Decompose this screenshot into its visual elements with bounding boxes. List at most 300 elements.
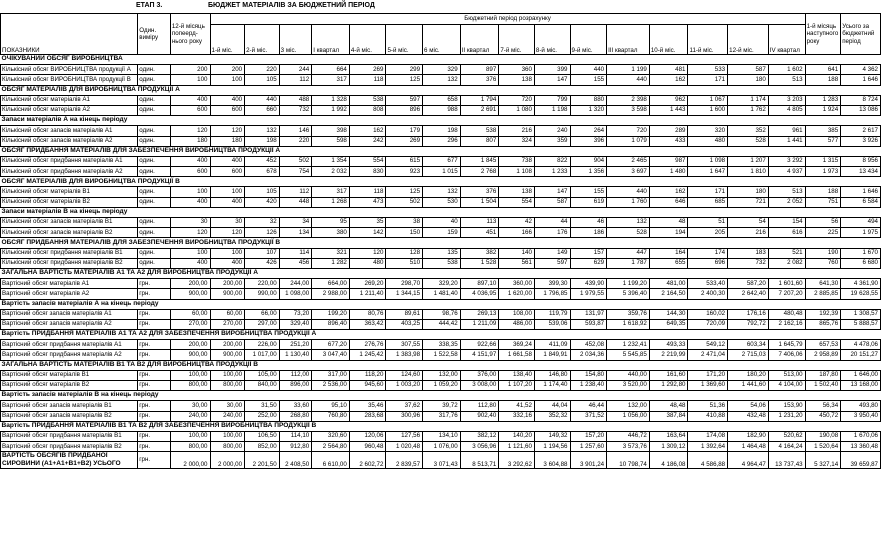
header-period-col: 8-й міс. <box>534 25 570 55</box>
row-unit: один. <box>138 167 171 177</box>
cell-value: 38 <box>386 218 423 228</box>
cell-value: 538 <box>349 95 386 105</box>
table-row <box>1 340 881 350</box>
cell-value: 2 400,30 <box>688 289 728 299</box>
cell-value: 100 <box>170 75 210 85</box>
cell-value: 2 164,50 <box>649 289 688 299</box>
cell-value: 100,00 <box>170 370 210 380</box>
cell-value: 446,72 <box>607 431 650 441</box>
cell-value: 904 <box>570 156 607 166</box>
cell-value: 360,00 <box>499 279 535 289</box>
cell-value: 138 <box>499 75 535 85</box>
header-period-col: 3 міс. <box>279 25 312 55</box>
cell-value: 1 107,20 <box>499 381 535 391</box>
cell-value: 125 <box>386 187 423 197</box>
section-title: Вартість запасів матеріалів В на кінець періоду <box>1 391 881 401</box>
cell-value: 440,00 <box>607 370 650 380</box>
cell-value: 270,00 <box>210 319 245 329</box>
row-unit: один. <box>138 258 171 268</box>
cell-value: 2 988,00 <box>312 289 350 299</box>
cell-value: 10 798,74 <box>607 452 650 469</box>
table-row <box>1 228 881 238</box>
cell-value: 1 794 <box>460 95 499 105</box>
cell-value: 107 <box>245 248 280 258</box>
cell-value: 1 645,79 <box>768 340 805 350</box>
cell-value: 738 <box>499 156 535 166</box>
cell-value: 138,40 <box>499 370 535 380</box>
cell-value: 1 369,60 <box>688 381 728 391</box>
cell-value: 205 <box>688 228 728 238</box>
table-row <box>1 197 881 207</box>
section-title: Запаси матеріалів В на кінець періоду <box>1 207 881 217</box>
header-next-month: 1-й місяць наступного року <box>805 14 841 55</box>
cell-value: 597 <box>534 258 570 268</box>
cell-value: 2 536,00 <box>312 381 350 391</box>
table-row <box>1 411 881 421</box>
header-period-col: 12-й міс. <box>728 25 769 55</box>
table-row <box>1 401 881 411</box>
cell-value: 44 <box>534 218 570 228</box>
cell-value: 4 586,88 <box>688 452 728 469</box>
row-unit: один. <box>138 218 171 228</box>
cell-value: 180 <box>728 75 769 85</box>
cell-value: 119,79 <box>534 309 570 319</box>
row-unit: грн. <box>138 309 171 319</box>
cell-value: 149,32 <box>534 431 570 441</box>
cell-value: 619 <box>570 197 607 207</box>
total-label-line2: СИРОВИНИ (А1+А1+В1+В2) УСЬОГО <box>2 460 121 468</box>
stage-label: ЕТАП 3. <box>136 2 163 9</box>
cell-value: 533 <box>688 65 728 75</box>
section-header-row <box>1 146 881 156</box>
row-unit: один. <box>138 126 171 136</box>
cell-value: 297,00 <box>245 319 280 329</box>
cell-value: 131,97 <box>570 309 607 319</box>
cell-value: 880 <box>570 95 607 105</box>
cell-value: 100,00 <box>170 431 210 441</box>
cell-value: 400 <box>210 95 245 105</box>
section-title: ЗАГАЛЬНА ВАРТІСТЬ МАТЕРІАЛІВ А1 ТА А2 ДЛЯ ВИРОБНИЦТВА ПРОДУКЦІЇ А <box>1 268 881 278</box>
cell-value: 134,10 <box>423 431 461 441</box>
cell-value: 1 787 <box>607 258 650 268</box>
cell-value: 155 <box>570 187 607 197</box>
cell-value: 176,16 <box>728 309 769 319</box>
cell-value: 220 <box>279 136 312 146</box>
cell-value: 493,80 <box>841 401 881 411</box>
cell-value: 4 036,95 <box>460 289 499 299</box>
section-header-row <box>1 116 881 126</box>
cell-value: 135 <box>423 248 461 258</box>
cell-value: 180 <box>170 136 210 146</box>
cell-value: 1 464,48 <box>728 442 769 452</box>
cell-value: 51,36 <box>688 401 728 411</box>
cell-value: 439,90 <box>570 279 607 289</box>
table-row <box>1 136 881 146</box>
cell-value: 329,20 <box>423 279 461 289</box>
cell-value: 649,35 <box>649 319 688 329</box>
cell-value: 183 <box>728 248 769 258</box>
cell-value: 329,40 <box>279 319 312 329</box>
row-label: Вартісний обсяг матеріалів А1 <box>1 279 138 289</box>
cell-value: 400 <box>210 258 245 268</box>
cell-value: 1 504 <box>460 197 499 207</box>
cell-value: 1 810 <box>728 167 769 177</box>
cell-value: 2 000,00 <box>170 452 210 469</box>
cell-value: 8 724 <box>841 95 881 105</box>
cell-value: 382,12 <box>460 431 499 441</box>
cell-value: 120 <box>170 228 210 238</box>
cell-value: 180,20 <box>728 370 769 380</box>
cell-value: 30 <box>170 218 210 228</box>
cell-value: 3 697 <box>607 167 650 177</box>
cell-value: 307,55 <box>386 340 423 350</box>
cell-value: 171 <box>688 75 728 85</box>
cell-value: 945,60 <box>349 381 386 391</box>
section-header-row <box>1 330 881 340</box>
table-row <box>1 95 881 105</box>
cell-value: 900,00 <box>170 289 210 299</box>
cell-value: 120,06 <box>349 431 386 441</box>
cell-value: 114 <box>279 248 312 258</box>
cell-value: 100 <box>210 248 245 258</box>
cell-value: 897,10 <box>460 279 499 289</box>
cell-value: 105 <box>245 187 280 197</box>
cell-value: 226,00 <box>245 340 280 350</box>
header-unit: Один. виміру <box>138 14 171 55</box>
cell-value: 32 <box>245 218 280 228</box>
cell-value: 174 <box>688 248 728 258</box>
total-label-line1: ВАРТІСТЬ ОБСЯГІВ ПРИДБАНОЇ <box>2 452 108 460</box>
header-indicators: ПОКАЗНИКИ <box>1 14 138 55</box>
cell-value: 100 <box>210 187 245 197</box>
cell-value: 900,00 <box>210 289 245 299</box>
section-title: ОБСЯГ ПРИДБАННЯ МАТЕРІАЛІВ ДЛЯ ЗАБЕЗПЕЧЕННЯ ВИРОБНИЦТВА ПРОДУКЦІЇ А <box>1 146 881 156</box>
row-unit: грн. <box>138 452 171 469</box>
cell-value: 113 <box>460 218 499 228</box>
cell-value: 1 620,00 <box>499 289 535 299</box>
cell-value: 2 465 <box>607 156 650 166</box>
cell-value: 481 <box>649 65 688 75</box>
cell-value: 760,80 <box>312 411 350 421</box>
cell-value: 1 480 <box>649 167 688 177</box>
cell-value: 4 361,90 <box>841 279 881 289</box>
cell-value: 3 950,40 <box>841 411 881 421</box>
cell-value: 19 628,55 <box>841 289 881 299</box>
row-unit: один. <box>138 105 171 115</box>
cell-value: 4 937 <box>768 167 805 177</box>
cell-value: 2 082 <box>768 258 805 268</box>
cell-value: 199,20 <box>312 309 350 319</box>
cell-value: 317,00 <box>312 370 350 380</box>
cell-value: 2 034,36 <box>570 350 607 360</box>
cell-value: 1 231,20 <box>768 411 805 421</box>
cell-value: 31,50 <box>245 401 280 411</box>
cell-value: 200,00 <box>210 279 245 289</box>
cell-value: 100,00 <box>210 431 245 441</box>
cell-value: 2 032 <box>312 167 350 177</box>
cell-value: 896,00 <box>279 381 312 391</box>
cell-value: 140,20 <box>499 431 535 441</box>
row-label: Кількісний обсяг ВИРОБНИЦТВА продукції А <box>1 65 138 75</box>
cell-value: 41,52 <box>499 401 535 411</box>
cell-value: 216 <box>728 228 769 238</box>
table-row <box>1 258 881 268</box>
cell-value: 2 617 <box>841 126 881 136</box>
row-label: Вартісний обсяг запасів матеріалів А2 <box>1 319 138 329</box>
cell-value: 198 <box>245 136 280 146</box>
table-row <box>1 381 881 391</box>
table-row <box>1 65 881 75</box>
cell-value: 641,30 <box>805 279 841 289</box>
header-period-col: 9-й міс. <box>570 25 607 55</box>
cell-value: 51 <box>688 218 728 228</box>
row-unit: один. <box>138 156 171 166</box>
cell-value: 1 796,85 <box>534 289 570 299</box>
cell-value: 1 121,60 <box>499 442 535 452</box>
cell-value: 1 079 <box>607 136 650 146</box>
cell-value: 3 292,62 <box>499 452 535 469</box>
cell-value: 108,00 <box>499 309 535 319</box>
cell-value: 13 086 <box>841 105 881 115</box>
cell-value: 538 <box>423 258 461 268</box>
header-period-col: 5-й міс. <box>386 25 423 55</box>
cell-value: 2 471,04 <box>688 350 728 360</box>
section-header-row <box>1 360 881 370</box>
cell-value: 188 <box>805 75 841 85</box>
cell-value: 1 198 <box>534 105 570 115</box>
cell-value: 493,33 <box>649 340 688 350</box>
cell-value: 48 <box>649 218 688 228</box>
cell-value: 95 <box>312 218 350 228</box>
row-label: Вартісний обсяг придбання матеріалів В2 <box>1 442 138 452</box>
materials-budget-table <box>0 13 881 469</box>
cell-value: 20 151,27 <box>841 350 881 360</box>
section-header-row <box>1 85 881 95</box>
cell-value: 105,00 <box>245 370 280 380</box>
cell-value: 283,68 <box>349 411 386 421</box>
cell-value: 299 <box>386 65 423 75</box>
table-row <box>1 187 881 197</box>
cell-value: 1 308,57 <box>841 309 881 319</box>
header-period-col: 7-й міс. <box>499 25 535 55</box>
cell-value: 95,10 <box>312 401 350 411</box>
cell-value: 603,34 <box>728 340 769 350</box>
cell-value: 150 <box>386 228 423 238</box>
cell-value: 300,96 <box>386 411 423 421</box>
cell-value: 317,76 <box>423 411 461 421</box>
cell-value: 200 <box>210 65 245 75</box>
cell-value: 600 <box>210 167 245 177</box>
header-period-col: 6 міс. <box>423 25 461 55</box>
table-row <box>1 156 881 166</box>
cell-value: 147 <box>534 75 570 85</box>
cell-value: 448 <box>279 197 312 207</box>
cell-value: 616 <box>768 228 805 238</box>
cell-value: 641 <box>805 65 841 75</box>
cell-value: 160,02 <box>688 309 728 319</box>
cell-value: 2 602,72 <box>349 452 386 469</box>
section-title: ОЧІКУВАНИЙ ОБСЯГ ВИРОБНИЦТВА <box>1 55 881 65</box>
cell-value: 2 219,99 <box>649 350 688 360</box>
cell-value: 4 151,97 <box>460 350 499 360</box>
cell-value: 289 <box>649 126 688 136</box>
cell-value: 60,00 <box>170 309 210 319</box>
cell-value: 146,80 <box>534 370 570 380</box>
cell-value: 539,06 <box>534 319 570 329</box>
cell-value: 400 <box>210 197 245 207</box>
table-row <box>1 105 881 115</box>
cell-value: 120 <box>349 248 386 258</box>
cell-value: 800,00 <box>210 442 245 452</box>
cell-value: 1 344,15 <box>386 289 423 299</box>
cell-value: 13 168,00 <box>841 381 881 391</box>
table-row <box>1 309 881 319</box>
cell-value: 188 <box>805 187 841 197</box>
cell-value: 528 <box>607 228 650 238</box>
cell-value: 4 964,47 <box>728 452 769 469</box>
cell-value: 324 <box>499 136 535 146</box>
row-unit: грн. <box>138 279 171 289</box>
cell-value: 171,20 <box>688 370 728 380</box>
cell-value: 1 520,64 <box>805 442 841 452</box>
cell-value: 2 398 <box>607 95 650 105</box>
cell-value: 494 <box>841 218 881 228</box>
cell-value: 251,20 <box>279 340 312 350</box>
row-unit: один. <box>138 75 171 85</box>
cell-value: 1 528 <box>460 258 499 268</box>
cell-value: 1 646 <box>841 187 881 197</box>
cell-value: 387,84 <box>649 411 688 421</box>
table-body <box>1 55 881 469</box>
cell-value: 530 <box>423 197 461 207</box>
cell-value: 1 059,20 <box>423 381 461 391</box>
section-title: Вартість ПРИДБАННЯ МАТЕРІАЛІВ В1 ТА В2 ДЛЯ ЗАБЕЗПЕЧЕННЯ ВИРОБНИЦТВА ПРОДУКЦІЇ В <box>1 421 881 431</box>
table-row <box>1 126 881 136</box>
cell-value: 1 328 <box>312 95 350 105</box>
cell-value: 220,00 <box>245 279 280 289</box>
cell-value: 3 573,76 <box>607 442 650 452</box>
row-label: Вартісний обсяг матеріалів А2 <box>1 289 138 299</box>
cell-value: 988 <box>423 105 461 115</box>
cell-value: 587 <box>534 197 570 207</box>
cell-value: 163,64 <box>649 431 688 441</box>
cell-value: 35 <box>349 218 386 228</box>
header-period-col: I квартал <box>312 25 350 55</box>
cell-value: 56 <box>805 218 841 228</box>
cell-value: 760 <box>805 258 841 268</box>
cell-value: 180 <box>728 187 769 197</box>
cell-value: 1 283 <box>805 95 841 105</box>
row-label: Кількісний обсяг придбання матеріалів В2 <box>1 258 138 268</box>
cell-value: 138 <box>499 187 535 197</box>
cell-value: 587 <box>728 65 769 75</box>
cell-value: 533,40 <box>688 279 728 289</box>
cell-value: 320,60 <box>312 431 350 441</box>
cell-value: 2 958,89 <box>805 350 841 360</box>
cell-value: 198 <box>423 126 461 136</box>
row-unit: грн. <box>138 442 171 452</box>
cell-value: 900,00 <box>170 350 210 360</box>
section-header-row <box>1 268 881 278</box>
cell-value: 142 <box>349 228 386 238</box>
cell-value: 4 362 <box>841 65 881 75</box>
cell-value: 1 979,55 <box>570 289 607 299</box>
cell-value: 164 <box>649 248 688 258</box>
cell-value: 513 <box>768 187 805 197</box>
cell-value: 1 174 <box>728 95 769 105</box>
row-unit: один. <box>138 136 171 146</box>
cell-value: 664,00 <box>312 279 350 289</box>
cell-value: 162 <box>649 187 688 197</box>
row-label: Кількісний обсяг матеріалів А1 <box>1 95 138 105</box>
row-label: Кількісний обсяг придбання матеріалів В1 <box>1 248 138 258</box>
cell-value: 114,10 <box>279 431 312 441</box>
header-period-col: II квартал <box>460 25 499 55</box>
section-title: ОБСЯГ МАТЕРІАЛІВ ДЛЯ ВИРОБНИЦТВА ПРОДУКЦІЇ А <box>1 85 881 95</box>
section-title: Вартість запасів матеріалів А на кінець періоду <box>1 299 881 309</box>
cell-value: 13 737,43 <box>768 452 805 469</box>
header-period-col: 2-й міс. <box>245 25 280 55</box>
cell-value: 549,12 <box>688 340 728 350</box>
cell-value: 5 327,14 <box>805 452 841 469</box>
cell-value: 400 <box>170 197 210 207</box>
cell-value: 329 <box>423 65 461 75</box>
cell-value: 1 292,80 <box>649 381 688 391</box>
cell-value: 720 <box>607 126 650 136</box>
cell-value: 174,08 <box>688 431 728 441</box>
cell-value: 513 <box>768 75 805 85</box>
cell-value: 1 211,40 <box>349 289 386 299</box>
cell-value: 1 670,06 <box>841 431 881 441</box>
cell-value: 807 <box>460 136 499 146</box>
cell-value: 3 901,24 <box>570 452 607 469</box>
cell-value: 2 768 <box>460 167 499 177</box>
cell-value: 132 <box>423 75 461 85</box>
cell-value: 1 315 <box>805 156 841 166</box>
cell-value: 269,13 <box>460 309 499 319</box>
cell-value: 840,00 <box>245 381 280 391</box>
section-title: ОБСЯГ МАТЕРІАЛІВ ДЛЯ ВИРОБНИЦТВА ПРОДУКЦІЇ В <box>1 177 881 187</box>
cell-value: 242 <box>349 136 386 146</box>
cell-value: 1 670 <box>841 248 881 258</box>
cell-value: 452 <box>245 156 280 166</box>
row-unit: грн. <box>138 370 171 380</box>
cell-value: 440 <box>607 187 650 197</box>
section-header-row <box>1 177 881 187</box>
row-unit: один. <box>138 248 171 258</box>
cell-value: 5 396,40 <box>607 289 650 299</box>
cell-value: 502 <box>279 156 312 166</box>
cell-value: 187,80 <box>805 370 841 380</box>
section-header-row <box>1 299 881 309</box>
header-period-col: 4-й міс. <box>349 25 386 55</box>
cell-value: 54 <box>728 218 769 228</box>
cell-value: 220 <box>245 65 280 75</box>
cell-value: 432,48 <box>728 411 769 421</box>
cell-value: 2 839,57 <box>386 452 423 469</box>
cell-value: 1 080 <box>499 105 535 115</box>
cell-value: 276,76 <box>349 340 386 350</box>
cell-value: 127,56 <box>386 431 423 441</box>
cell-value: 269 <box>349 65 386 75</box>
cell-value: 270,00 <box>170 319 210 329</box>
cell-value: 380 <box>312 228 350 238</box>
cell-value: 577 <box>805 136 841 146</box>
cell-value: 100 <box>170 248 210 258</box>
cell-value: 1 601,60 <box>768 279 805 289</box>
cell-value: 73,20 <box>279 309 312 319</box>
title-bar <box>0 0 881 13</box>
